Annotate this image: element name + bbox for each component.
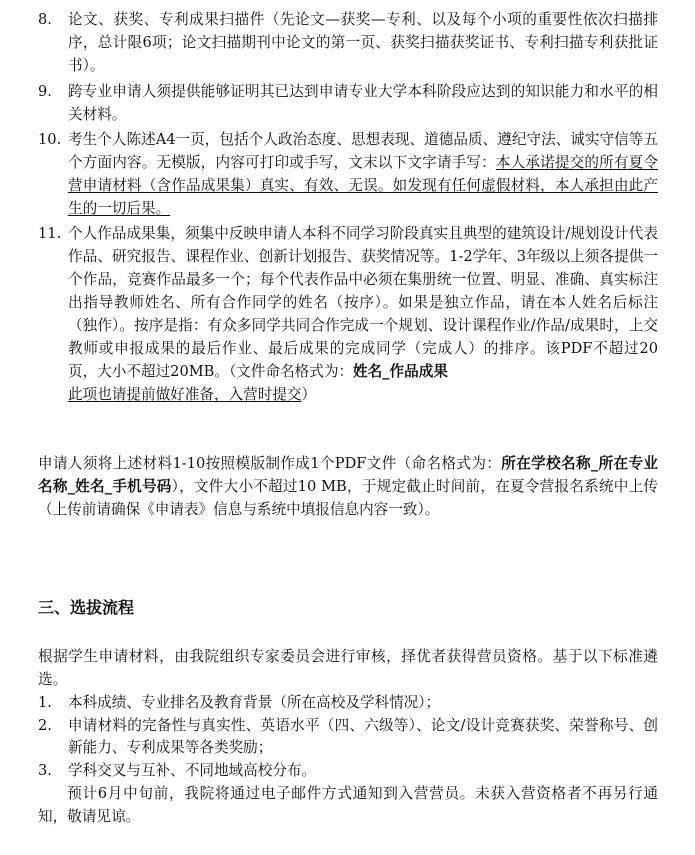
reminder-underlined-text: 此项也请提前做好准备，入营时提交 bbox=[68, 386, 302, 403]
criteria-item bbox=[38, 760, 658, 783]
criteria-text: 学科交叉与互补、不同地域高校分布。 bbox=[68, 761, 317, 779]
submission-text-c: ），文件大小不超过10 MB，于规定截止时间前，在夏令营报名系统中上传（上传前请确保《申请表》信息与系统中填报信息内容一致）。 bbox=[38, 478, 658, 518]
criteria-item bbox=[38, 692, 658, 715]
item-text-main: 考生个人陈述A4一页，包括个人政治态度、思想表现、道德品质、遵纪守法、诚实守信等五个方面内容。无模版，内容可打印或手写，文末以下文字请手写： bbox=[68, 131, 658, 171]
criteria-number: 2. bbox=[38, 716, 52, 734]
item-text bbox=[68, 128, 658, 220]
list-item-10 bbox=[38, 128, 658, 220]
list-item-11 bbox=[38, 222, 658, 406]
submission-text-a: 申请人须将上述材料1-10按照模版制作成1个PDF文件（命名格式为： bbox=[38, 455, 502, 472]
criteria-list bbox=[38, 692, 658, 782]
item-text bbox=[68, 222, 658, 406]
item-text: 论文、获奖、专利成果扫描件（先论文—获奖—专利、以及每个小项的重要性依次扫描排序，总计限6项；论文扫描期刊中论文的第一页、获奖扫描获奖证书、专利扫描专利获批证书）。 bbox=[68, 11, 658, 74]
submission-paragraph bbox=[38, 452, 658, 521]
criteria-text: 本科成绩、专业排名及教育背景（所在高校及学科情况）； bbox=[68, 694, 441, 711]
list-item-8 bbox=[38, 8, 658, 77]
item-text: 跨专业申请人须提供能够证明其已达到申请专业大学本科阶段应达到的知识能力和水平的相关材料。 bbox=[68, 83, 658, 123]
criteria-number: 1. bbox=[38, 694, 52, 711]
notice-paragraph: 预计6月中旬前，我院将通过电子邮件方式通知到入营营员。未获入营资格者不再另行通知，敬请见谅。 bbox=[38, 785, 658, 825]
item-number: 10. bbox=[38, 131, 62, 148]
submission-filename-format: 所在学校名称_所在专业名称_姓名_手机号码 bbox=[38, 455, 658, 495]
section-heading: 三、选拔流程 bbox=[38, 598, 135, 617]
section-intro: 根据学生申请材料，由我院组织专家委员会进行审核，择优者获得营员资格。基于以下标准遴选。 bbox=[38, 648, 658, 688]
item-text-main: 个人作品成果集，须集中反映申请人本科不同学习阶段真实且典型的建筑设计/规划设计代表作品、研究报告、课程作业、创新计划报告、获奖情况等。1-2学年、3年级以上须各提供一个作品，竞赛作品最多一个；每个代表作品中必须在集册统一位置、明显、准确、真实标注出指导教师姓名、所有合作同学的姓名（按序）。如果是独立作品，请在本人姓名后标注（独作）。按序是指：有众多同学共同合作完成一个规划、设计课程作业/作品/成果时，上交教师或申报成果的最后作业、最后成果的完成同学（完成人）的排序。该PDF不超过20页，大小不超过20MB。（文件命名格式为： bbox=[68, 225, 658, 380]
filename-format: 姓名_作品成果 bbox=[353, 363, 448, 380]
item-number: 11. bbox=[38, 225, 62, 242]
item-number: 8. bbox=[38, 11, 52, 28]
pledge-underlined-text: 本人承诺提交的所有夏令营申请材料（含作品成果集）真实、有效、无误。如发现有任何虚假材料，本人承担由此产生的一切后果。 bbox=[68, 154, 658, 217]
criteria-text: 申请材料的完备性与真实性、英语水平（四、六级等）、论文/设计竞赛获奖、荣誉称号、创新能力、专利成果等各类奖励； bbox=[68, 716, 658, 757]
list-item-9 bbox=[38, 80, 658, 126]
item-number: 9. bbox=[38, 83, 52, 100]
criteria-number: 3. bbox=[38, 761, 52, 779]
closing-paren: ） bbox=[301, 386, 317, 403]
criteria-item bbox=[38, 715, 658, 760]
